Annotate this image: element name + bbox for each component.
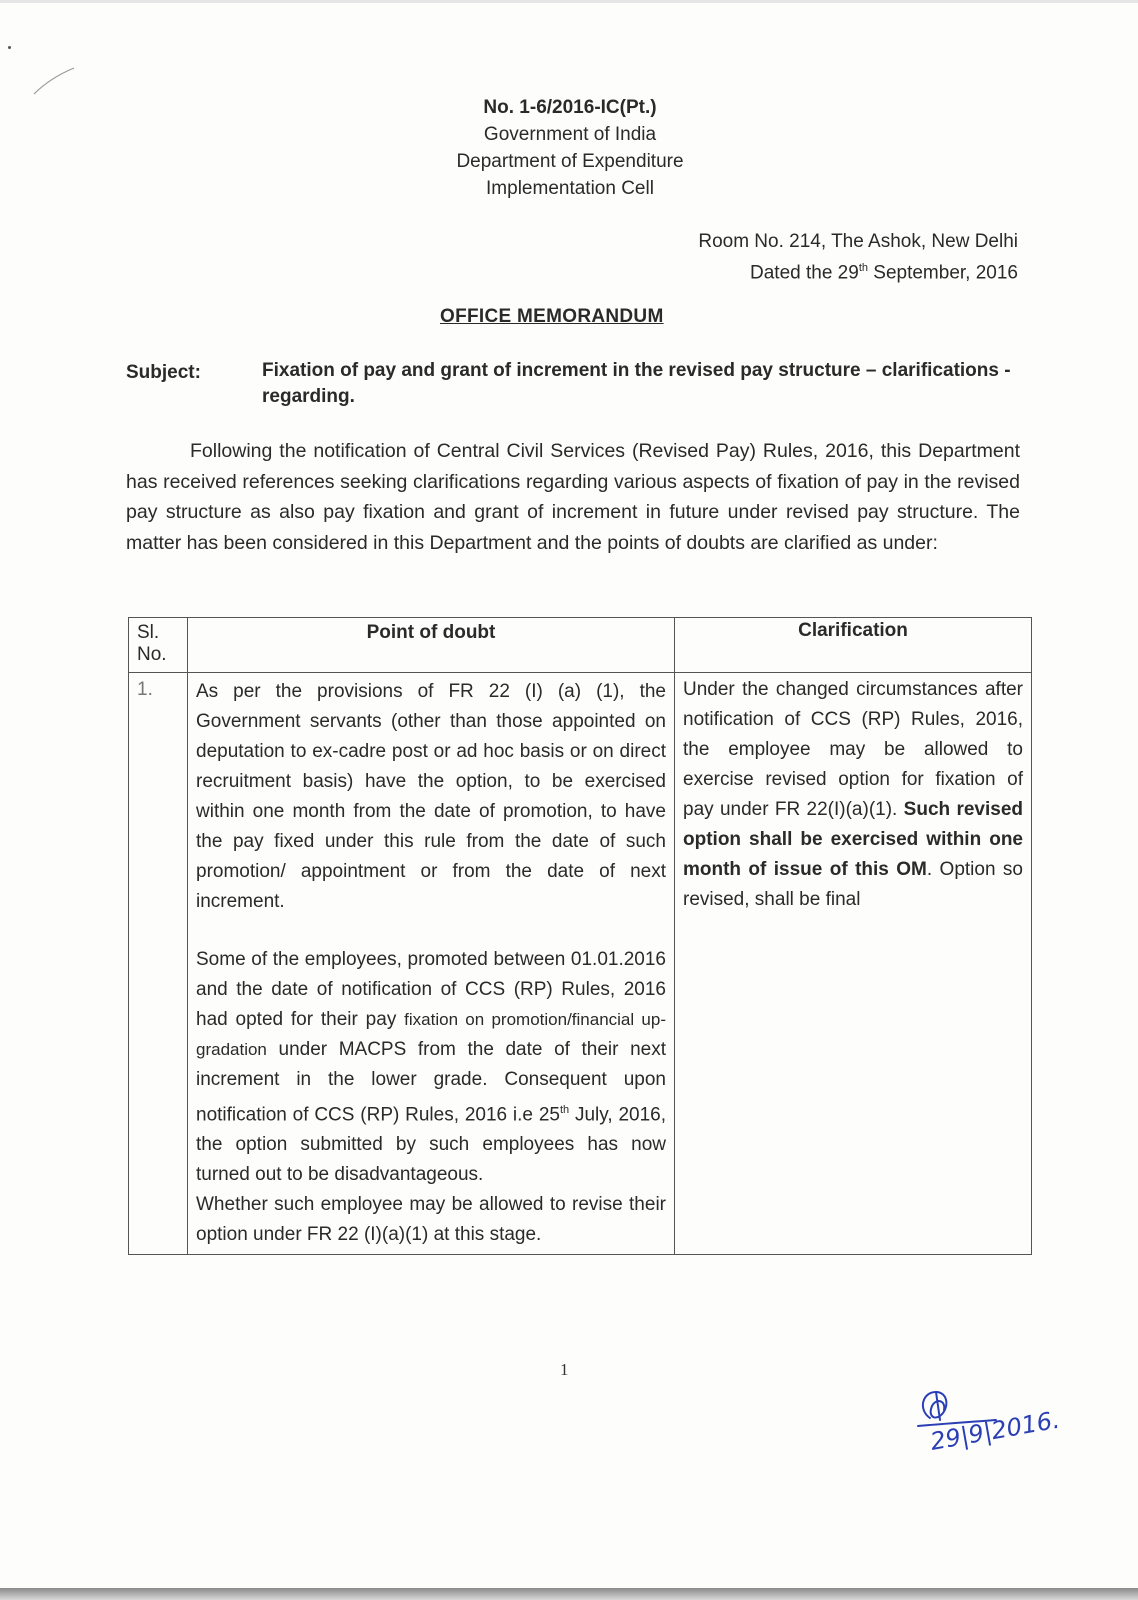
address-block [698, 228, 1018, 286]
scan-edge-top [0, 0, 1138, 3]
file-number: No. 1-6/2016-IC(Pt.) [483, 97, 657, 118]
scan-speck [8, 46, 11, 49]
doubt-cell [188, 673, 675, 1255]
header-point-of-doubt: Point of doubt [188, 618, 675, 673]
handwritten-signature [900, 1380, 1070, 1470]
clarification-cell: Under the changed circumstances after notification of CCS (RP) Rules, 2016, the employee may be allowed to exercise revised option for fixation of pay under FR 22(I)(a)(1). Such revised option shall be exercised within one month of issue of this OM. Option so revised, shall be final [675, 673, 1032, 1255]
clarification-emphasis: Such revised option shall be exercised within one month of issue of this OM [683, 799, 1023, 880]
table-row [129, 673, 1032, 1255]
doubt-paragraph-1: As per the provisions of FR 22 (I) (a) (1), the Government servants (other than those appointed on deputation to ex-cadre post or ad hoc basis or on direct recruitment basis) have the option, to be exercised within one month from the date of promotion, to have the pay fixed under this rule from the date of such promotion/ appointment or from the date of next increment. [196, 681, 666, 912]
subject-label: Subject: [126, 362, 201, 383]
doubt-paragraph-2: Some of the employees, promoted between 01.01.2016 and the date of notification of CCS (RP) Rules, 2016 had opted for their pay fixation on promotion/financial up-gradation under MACPS from the date of their next increment in the lower grade. Consequent upon notification of CCS (RP) Rules, 2016 i.e 25th July, 2016, the option submitted by such employees has now turned out to be disadvantageous. [196, 949, 666, 1186]
department-name: Department of Expenditure [456, 151, 684, 172]
scan-edge-bottom [0, 1588, 1138, 1600]
clarification-table [128, 617, 1032, 1255]
signature-date: 29|9|2016. [928, 1405, 1062, 1456]
memo-date: Dated the 29th September, 2016 [750, 262, 1018, 284]
pen-stroke-mark [30, 62, 80, 98]
government-name: Government of India [483, 124, 657, 145]
page-number: 1 [560, 1360, 569, 1379]
document-header [330, 94, 810, 202]
sl-number-cell: 1. [129, 673, 188, 1255]
room-address: Room No. 214, The Ashok, New Delhi [698, 231, 1018, 252]
cell-name: Implementation Cell [486, 178, 654, 199]
header-clarification: Clarification [675, 618, 1032, 673]
subject-text: Fixation of pay and grant of increment in the revised pay structure – clarifications - regarding. [262, 360, 1011, 407]
intro-paragraph: Following the notification of Central Civil Services (Revised Pay) Rules, 2016, this Department has received references seeking clarifications regarding various aspects of fixation of pay in the revised pay structure as also pay fixation and grant of increment in future under revised pay structure. The matter has been considered in this Department and the points of doubts are clarified as under: [126, 440, 1020, 554]
table-header-row [129, 618, 1032, 673]
header-sl-no: Sl. No. [129, 618, 188, 673]
doubt-paragraph-3: Whether such employee may be allowed to revise their option under FR 22 (I)(a)(1) at this stage. [196, 1194, 666, 1246]
memo-title: OFFICE MEMORANDUM [440, 306, 664, 327]
